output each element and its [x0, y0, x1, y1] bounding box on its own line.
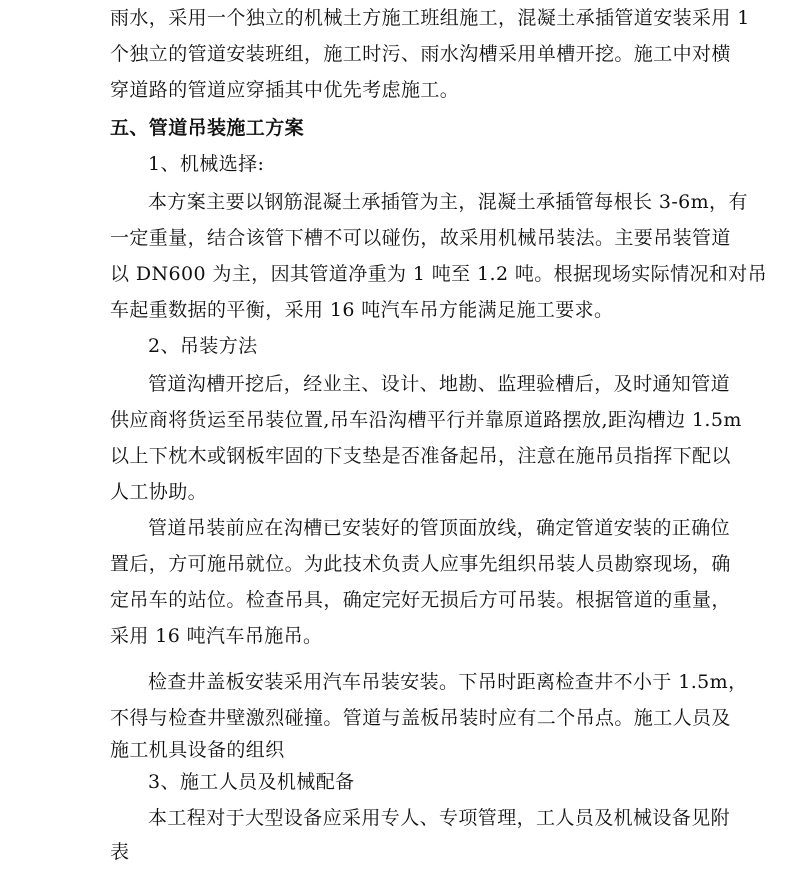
intro-line: 个独立的管道安装班组，施工时污、雨水沟槽采用单槽开挖。施工中对横	[110, 43, 731, 65]
paragraph-line: 本方案主要以钢筋混凝土承插管为主，混凝土承插管每根长 3-6m，有	[148, 191, 748, 213]
paragraph-line: 管道吊装前应在沟槽已安装好的管顶面放线，确定管道安装的正确位	[148, 517, 731, 539]
paragraph-line: 以上下枕木或钢板牢固的下支垫是否准备起吊，注意在施吊员指挥下配以	[110, 445, 731, 467]
paragraph-line: 本工程对于大型设备应采用专人、专项管理，工人员及机械设备见附	[148, 807, 731, 829]
paragraph-line: 人工协助。	[110, 481, 208, 503]
intro-line: 穿道路的管道应穿插其中优先考虑施工。	[110, 79, 460, 101]
paragraph-line: 以 DN600 为主，因其管道净重为 1 吨至 1.2 吨。根据现场实际情况和对吊	[110, 263, 768, 285]
paragraph-line: 不得与检查井壁激烈碰撞。管道与盖板吊装时应有二个吊点。施工人员及	[110, 707, 731, 729]
paragraph-line: 检查井盖板安装采用汽车吊装安装。下吊时距离检查井不小于 1.5m，	[148, 671, 748, 693]
paragraph-line: 一定重量，结合该管下槽不可以碰伤，故采用机械吊装法。主要吊装管道	[110, 227, 731, 249]
subheading-machinery-selection: 1、机械选择:	[148, 153, 265, 175]
subheading-lifting-method: 2、吊装方法	[148, 335, 258, 357]
paragraph-line: 供应商将货运至吊装位置,吊车沿沟槽平行并靠原道路摆放,距沟槽边 1.5m	[110, 409, 742, 431]
paragraph-line: 定吊车的站位。检查吊具，确定完好无损后方可吊装。根据管道的重量，	[110, 589, 731, 611]
paragraph-line: 管道沟槽开挖后，经业主、设计、地勘、监理验槽后，及时通知管道	[148, 373, 731, 395]
section-heading: 五、管道吊装施工方案	[110, 117, 305, 139]
paragraph-line: 置后，方可施吊就位。为此技术负责人应事先组织吊装人员勘察现场，确	[110, 553, 731, 575]
paragraph-line: 车起重数据的平衡，采用 16 吨汽车吊方能满足施工要求。	[110, 299, 614, 321]
paragraph-line: 采用 16 吨汽车吊施吊。	[110, 625, 323, 647]
subheading-staff-and-machinery: 3、施工人员及机械配备	[148, 771, 355, 793]
paragraph-line: 表	[110, 841, 130, 863]
paragraph-line: 施工机具设备的组织	[110, 739, 285, 761]
intro-line: 雨水，采用一个独立的机械土方施工班组施工，混凝土承插管道安装采用 1	[110, 7, 750, 29]
